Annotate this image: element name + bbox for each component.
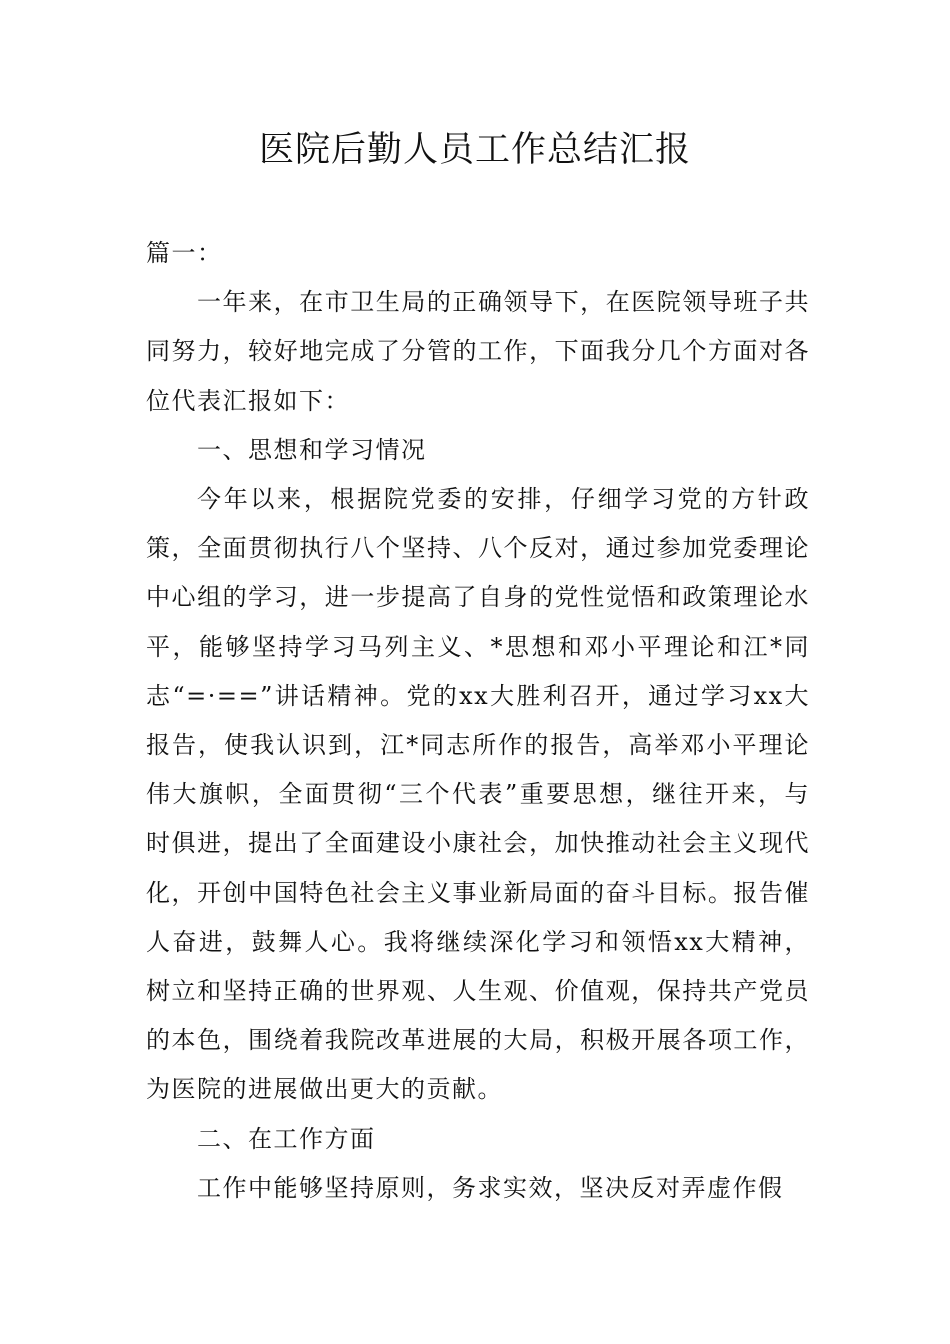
document-title: 医院后勤人员工作总结汇报 [258,130,691,170]
heading-work: 二、在工作方面 [197,1124,376,1153]
thought-and-study-paragraph: 今年以来，根据院党委的安排，仔细学习党的方针政策，全面贯彻执行八个坚持、八个反对，通过参加党委理论中心组的学习，进一步提高了自身的党性觉悟和政策理论水平，能够坚持学习马列主义、*思想和邓小平理论和江*同志“=·==”讲话精神。党的xx大胜利召开，通过学习xx大报告，使我认识到，江*同志所作的报告，高举邓小平理论伟大旗帜，全面贯彻“三个代表”重要思想，继往开来，与时俱进，提出了全面建设小康社会，加快推动社会主义现代化，开创中国特色社会主义事业新局面的奋斗目标。报告催人奋进，鼓舞人心。我将继续深化学习和领悟xx大精神，树立和坚持正确的世界观、人生观、价值观，保持共产党员的本色，围绕着我院改革进展的大局，积极开展各项工作，为医院的进展做出更大的贡献。 [146,485,810,1104]
heading-thought-and-study: 一、思想和学习情况 [197,435,427,464]
work-paragraph: 工作中能够坚持原则，务求实效，坚决反对弄虚作假 [197,1173,784,1202]
section-label: 篇一： [146,239,223,267]
intro-paragraph: 一年来，在市卫生局的正确领导下，在医院领导班子共同努力，较好地完成了分管的工作，下面我分几个方面对各位代表汇报如下： [146,288,810,415]
document-body [146,229,810,1213]
